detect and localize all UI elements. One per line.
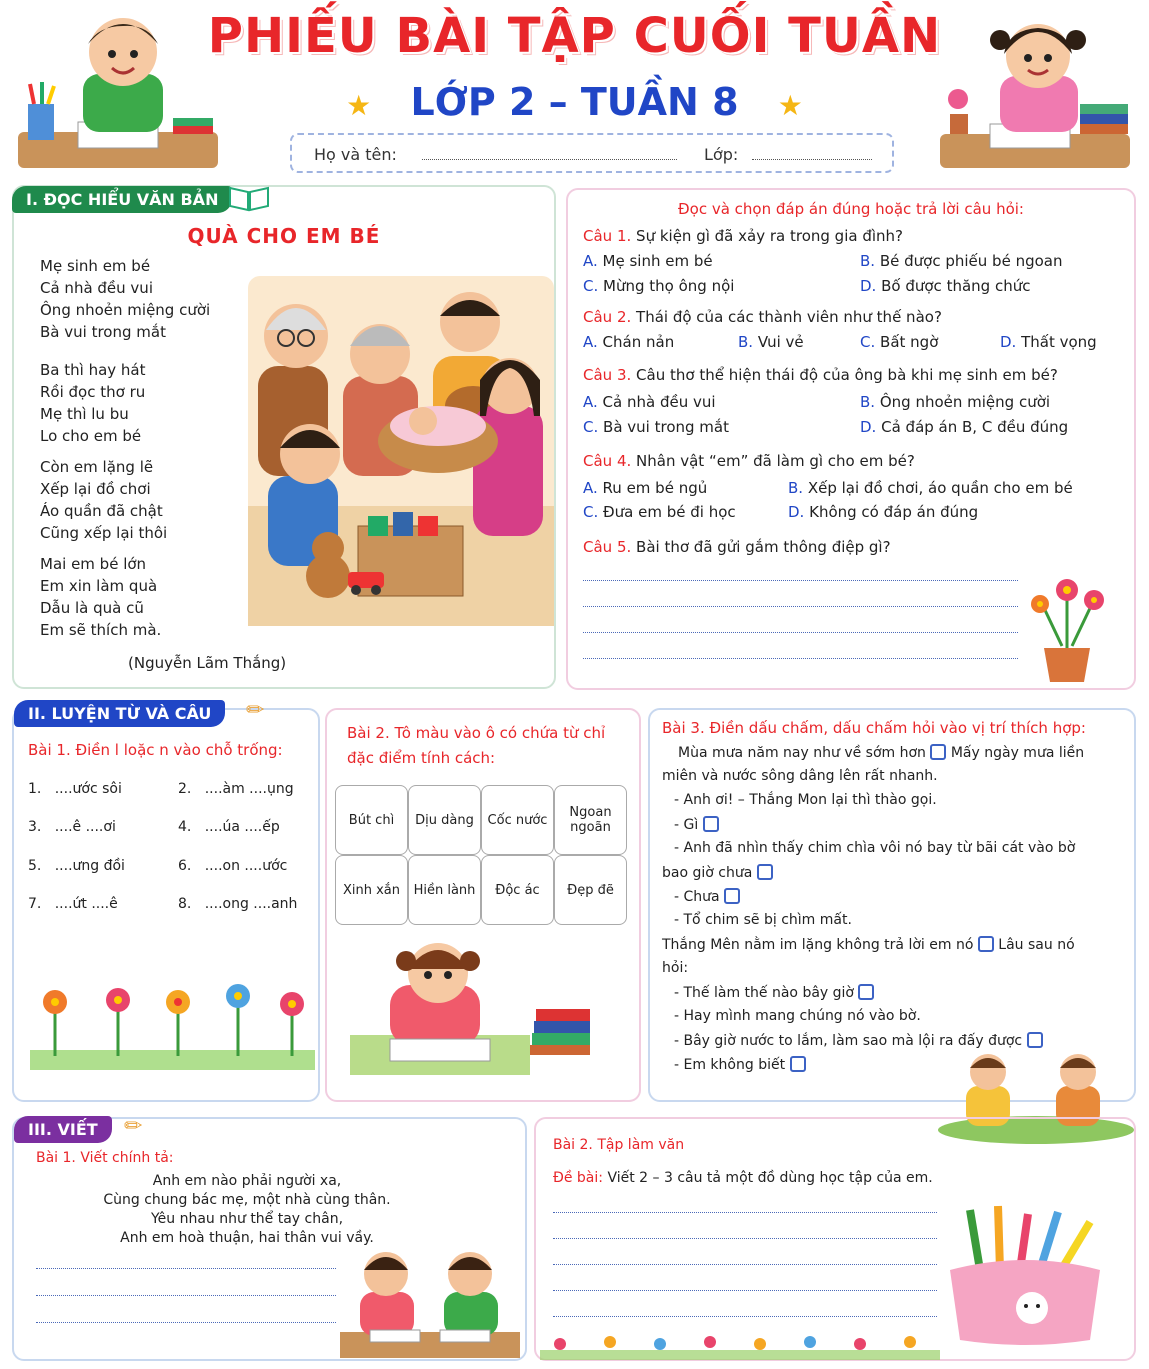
option-text: Bố được thăng chức — [881, 277, 1031, 295]
option-letter: D. — [860, 418, 877, 436]
item-num: 4. — [178, 819, 192, 835]
passage-text: - Bây giờ nước to lắm, làm sao mà lội ra đấy được — [674, 1033, 1023, 1049]
passage-line — [674, 984, 874, 1001]
question-label: Câu 4. — [583, 452, 632, 470]
option-text: Đưa em bé đi học — [603, 503, 736, 521]
kids-writing-illustration — [340, 1240, 520, 1358]
passage-line: - Hay mình mang chúng nó vào bờ. — [674, 1008, 921, 1024]
option-text: Ông nhoẻn miệng cười — [879, 393, 1051, 411]
option-d[interactable] — [860, 277, 1030, 295]
girl-studying-illustration — [930, 4, 1140, 174]
class-label: Lớp: — [704, 145, 739, 164]
question-label: Câu 1. — [583, 227, 632, 245]
option-text: Chán nản — [602, 333, 675, 351]
question-text: Thái độ của các thành viên như thế nào? — [636, 308, 942, 326]
question-label: Câu 3. — [583, 366, 632, 384]
poem-line: Lo cho em bé — [40, 427, 142, 445]
item-num: 1. — [28, 781, 42, 797]
passage-line — [674, 1032, 1043, 1049]
item-text: ....ước sôi — [54, 781, 122, 797]
pencil-icon: ✏ — [124, 1114, 143, 1139]
poem-line: Yêu nhau như thể tay chân, — [150, 1211, 344, 1227]
passage-text: Thắng Mên nằm im lặng không trả lời em nó — [662, 937, 974, 953]
option-c[interactable] — [583, 418, 729, 436]
item-text: ....on ....ước — [204, 858, 288, 874]
pencil-icon: ✏ — [246, 698, 265, 723]
option-letter: D. — [860, 277, 877, 295]
option-letter: A. — [583, 393, 598, 411]
poem-line: Còn em lặng lẽ — [40, 458, 154, 476]
option-letter: D. — [788, 503, 805, 521]
poem-line: Em xin làm quà — [40, 577, 158, 595]
writing-line[interactable] — [553, 1238, 937, 1239]
question-2 — [583, 308, 942, 326]
class-field[interactable] — [752, 159, 872, 160]
girl-writing-illustration — [350, 935, 620, 1075]
poem-line: Áo quần đã chật — [40, 502, 163, 520]
option-text: Bà vui trong mắt — [603, 418, 729, 436]
poem-line: Em sẽ thích mà. — [40, 621, 162, 639]
fill-item[interactable] — [178, 781, 294, 797]
writing-line[interactable] — [36, 1295, 336, 1296]
punctuation-checkbox[interactable] — [790, 1056, 806, 1072]
question-text: Bài thơ đã gửi gắm thông điệp gì? — [636, 538, 891, 556]
item-text: ....ưng đồi — [54, 858, 125, 874]
pencil-case-illustration — [940, 1200, 1110, 1350]
writing-line[interactable] — [553, 1264, 937, 1265]
passage-text: Mấy ngày mưa liền — [950, 745, 1085, 761]
option-text: Ru em bé ngủ — [602, 479, 708, 497]
item-num: 6. — [178, 858, 192, 874]
passage-text: - Gì — [674, 817, 699, 833]
prompt-label: Đề bài: — [553, 1170, 603, 1186]
word-cell[interactable]: Độc ác — [481, 855, 554, 925]
passage-line: hỏi: — [662, 960, 689, 976]
option-b[interactable] — [788, 479, 1073, 497]
item-num: 2. — [178, 781, 192, 797]
option-letter: B. — [738, 333, 754, 351]
option-letter: A. — [583, 252, 598, 270]
option-letter: C. — [583, 503, 599, 521]
item-text: ....úa ....ếp — [204, 819, 280, 835]
item-text: ....ê ....ơi — [54, 819, 116, 835]
poem-line: Mẹ thì lu bu — [40, 405, 129, 423]
question-5 — [583, 538, 891, 556]
passage-text: bao giờ chưa — [662, 865, 753, 881]
option-c[interactable] — [583, 277, 734, 295]
writing-line[interactable] — [36, 1268, 336, 1269]
option-b[interactable] — [860, 252, 1062, 270]
prompt-text: Viết 2 – 3 câu tả một đồ dùng học tập của em. — [607, 1170, 933, 1186]
word-cell[interactable]: Ngoan ngoãn — [554, 785, 627, 855]
passage-line — [674, 816, 719, 833]
item-text: ....ứt ....ê — [54, 896, 118, 912]
question-label: Câu 2. — [583, 308, 632, 326]
option-letter: C. — [583, 277, 599, 295]
option-letter: B. — [860, 252, 876, 270]
item-num: 7. — [28, 896, 42, 912]
punctuation-checkbox[interactable] — [930, 744, 946, 760]
poem-line: Mẹ sinh em bé — [40, 257, 151, 275]
open-book-icon — [228, 182, 270, 212]
passage-line — [662, 864, 773, 881]
option-letter: C. — [860, 333, 876, 351]
passage-line — [674, 888, 740, 905]
option-c[interactable] — [860, 333, 938, 351]
punctuation-checkbox[interactable] — [724, 888, 740, 904]
punctuation-checkbox[interactable] — [757, 864, 773, 880]
fill-item[interactable] — [28, 858, 125, 874]
poem-author: (Nguyễn Lãm Thắng) — [128, 654, 287, 672]
poem-title: QUÀ CHO EM BÉ — [187, 224, 381, 248]
passage-text: - Em không biết — [674, 1057, 786, 1073]
passage-line: - Tổ chim sẽ bị chìm mất. — [674, 912, 852, 928]
answer-line[interactable] — [583, 658, 1018, 659]
writing-line[interactable] — [36, 1322, 336, 1323]
star-icon: ★ — [777, 89, 803, 122]
item-text: ....ong ....anh — [204, 896, 298, 912]
option-text: Cả nhà đều vui — [602, 393, 716, 411]
flower-pot-icon — [1022, 568, 1112, 686]
passage-line: - Anh đã nhìn thấy chim chìa vôi nó bay từ bãi cát vào bờ — [674, 840, 1076, 856]
question-text: Nhân vật “em” đã làm gì cho em bé? — [636, 452, 915, 470]
question-text: Câu thơ thể hiện thái độ của ông bà khi mẹ sinh em bé? — [636, 366, 1058, 384]
option-text: Thất vọng — [1021, 333, 1097, 351]
bai2-title: Bài 2. Tô màu vào ô có chứa từ chỉ đặc điểm tính cách: — [347, 724, 606, 767]
poem-stanza — [40, 553, 161, 641]
item-num: 8. — [178, 896, 192, 912]
question-text: Sự kiện gì đã xảy ra trong gia đình? — [636, 227, 903, 245]
poem-stanza — [40, 359, 146, 447]
item-num: 5. — [28, 858, 42, 874]
option-d[interactable] — [1000, 333, 1097, 351]
boy-studying-illustration — [8, 4, 228, 174]
fill-item[interactable] — [28, 781, 122, 797]
word-cell[interactable]: Bút chì — [335, 785, 408, 855]
passage-text: Mùa mưa năm nay như về sớm hơn — [678, 745, 926, 761]
writing-line[interactable] — [553, 1316, 937, 1317]
option-a[interactable] — [583, 393, 716, 411]
fill-item[interactable] — [178, 819, 280, 835]
poem-line: Anh em nào phải người xa, — [152, 1173, 342, 1189]
question-1 — [583, 227, 903, 245]
passage-line: miên và nước sông dâng lên rất nhanh. — [662, 768, 938, 784]
punctuation-checkbox[interactable] — [978, 936, 994, 952]
passage-text: - Thế làm thế nào bây giờ — [674, 985, 854, 1001]
option-text: Mừng thọ ông nội — [603, 277, 735, 295]
name-box — [290, 133, 894, 173]
punctuation-checkbox[interactable] — [858, 984, 874, 1000]
poem-line: Anh em hoà thuận, hai thân vui vầy. — [120, 1230, 374, 1246]
item-text: ....àm ....ụng — [204, 781, 294, 797]
word-grid — [335, 785, 627, 925]
option-text: Xếp lại đồ chơi, áo quần cho em bé — [807, 479, 1073, 497]
passage-line — [678, 744, 1084, 761]
fill-item[interactable] — [28, 896, 118, 912]
option-b[interactable] — [738, 333, 804, 351]
poem-line: Cũng xếp lại thôi — [40, 524, 168, 542]
option-a[interactable] — [583, 333, 674, 351]
option-text: Không có đáp án đúng — [809, 503, 979, 521]
family-illustration — [248, 276, 554, 626]
name-label: Họ và tên: — [314, 145, 397, 164]
poem-line: Mai em bé lớn — [40, 555, 147, 573]
poem-line: Bà vui trong mắt — [40, 323, 166, 341]
section3-tag: III. VIẾT — [14, 1116, 112, 1143]
name-field[interactable] — [422, 159, 677, 160]
dictation-poem — [12, 1172, 482, 1248]
option-letter: D. — [1000, 333, 1017, 351]
option-b[interactable] — [860, 393, 1050, 411]
option-c[interactable] — [583, 503, 736, 521]
fill-item[interactable] — [178, 858, 287, 874]
viet-bai2-title: Bài 2. Tập làm văn — [553, 1137, 685, 1153]
passage-text: Lâu sau nó — [998, 937, 1075, 953]
option-d[interactable] — [788, 503, 978, 521]
option-text: Bất ngờ — [880, 333, 939, 351]
option-letter: C. — [583, 418, 599, 436]
punctuation-checkbox[interactable] — [1027, 1032, 1043, 1048]
poem-line: Ba thì hay hát — [40, 361, 146, 379]
star-icon: ★ — [346, 89, 372, 122]
poem-line: Xếp lại đồ chơi — [40, 480, 151, 498]
word-cell[interactable]: Cốc nước — [481, 785, 554, 855]
question-label: Câu 5. — [583, 538, 632, 556]
answer-line[interactable] — [583, 632, 1018, 633]
small-flowers-decoration — [540, 1330, 940, 1360]
word-cell[interactable]: Xinh xắn — [335, 855, 408, 925]
option-text: Mẹ sinh em bé — [602, 252, 713, 270]
poem-line: Dẫu là quà cũ — [40, 599, 144, 617]
poem-line: Cả nhà đều vui — [40, 279, 153, 297]
viet-bai1-title: Bài 1. Viết chính tả: — [36, 1150, 174, 1166]
item-num: 3. — [28, 819, 42, 835]
question-3 — [583, 366, 1058, 384]
fill-item[interactable] — [178, 896, 297, 912]
section1-tag: I. ĐỌC HIỂU VĂN BẢN — [12, 186, 232, 213]
passage-line — [674, 1056, 806, 1073]
flowers-decoration — [30, 978, 315, 1070]
option-letter: B. — [788, 479, 804, 497]
word-cell[interactable]: Hiền lành — [408, 855, 481, 925]
passage-line: - Anh ơi! – Thắng Mon lại thì thào gọi. — [674, 792, 937, 808]
writing-line[interactable] — [553, 1212, 937, 1213]
bai1-title: Bài 1. Điền l loặc n vào chỗ trống: — [28, 741, 283, 759]
poem-line: Cùng chung bác mẹ, một nhà cùng thân. — [103, 1192, 391, 1208]
bai3-title: Bài 3. Điền dấu chấm, dấu chấm hỏi vào vị trí thích hợp: — [662, 719, 1086, 737]
option-letter: B. — [860, 393, 876, 411]
passage-text: - Chưa — [674, 889, 720, 905]
questions-instruction: Đọc và chọn đáp án đúng hoặc trả lời câu hỏi: — [678, 200, 1024, 218]
writing-line[interactable] — [553, 1290, 937, 1291]
answer-line[interactable] — [583, 606, 1018, 607]
option-text: Cả đáp án B, C đều đúng — [881, 418, 1069, 436]
option-d[interactable] — [860, 418, 1068, 436]
subtitle-text: LỚP 2 – TUẦN 8 — [410, 80, 739, 124]
poem-line: Rồi đọc thơ ru — [40, 383, 146, 401]
option-text: Vui vẻ — [757, 333, 804, 351]
option-a[interactable] — [583, 252, 713, 270]
poem-stanza — [40, 255, 210, 343]
page-title: PHIẾU BÀI TẬP CUỐI TUẦN — [207, 8, 942, 64]
option-letter: A. — [583, 333, 598, 351]
essay-prompt — [553, 1170, 933, 1186]
word-cell[interactable]: Dịu dàng — [408, 785, 481, 855]
poem-line: Ông nhoẻn miệng cười — [40, 301, 211, 319]
passage-line — [662, 936, 1075, 953]
question-4 — [583, 452, 915, 470]
punctuation-checkbox[interactable] — [703, 816, 719, 832]
option-a[interactable] — [583, 479, 707, 497]
option-letter: A. — [583, 479, 598, 497]
option-text: Bé được phiếu bé ngoan — [879, 252, 1063, 270]
section2-tag: II. LUYỆN TỪ VÀ CÂU — [14, 700, 225, 727]
fill-item[interactable] — [28, 819, 116, 835]
answer-line[interactable] — [583, 580, 1018, 581]
word-cell[interactable]: Đẹp đẽ — [554, 855, 627, 925]
poem-stanza — [40, 456, 167, 544]
